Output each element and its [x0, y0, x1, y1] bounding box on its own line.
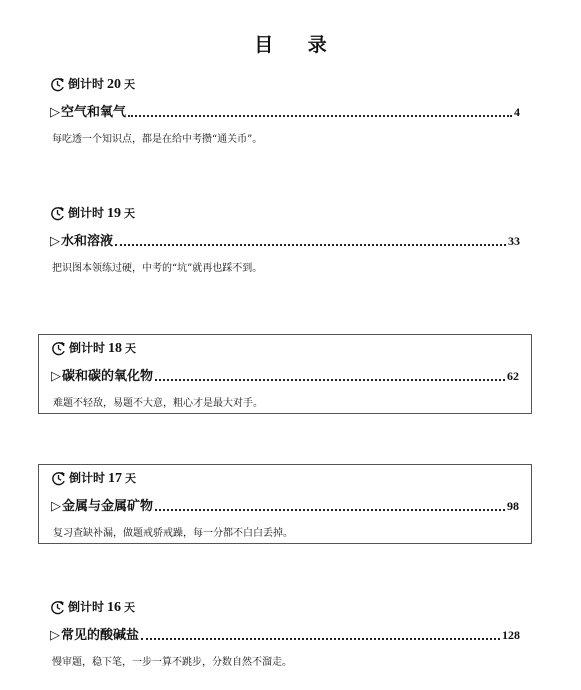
section-day-20 [38, 71, 532, 151]
page-number: 62 [507, 369, 519, 383]
page-number: 128 [502, 628, 520, 642]
toc-entry[interactable] [51, 366, 519, 384]
countdown-label: 倒计时 [68, 77, 105, 91]
arrow-right-icon: ▷ [51, 369, 61, 384]
chapter-title: 空气和氧气 [61, 105, 127, 120]
clock-icon [50, 77, 65, 92]
arrow-right-icon: ▷ [50, 105, 60, 120]
countdown-unit: 天 [124, 207, 136, 220]
clock-icon [51, 471, 66, 486]
dot-leader [155, 509, 505, 511]
countdown-label: 倒计时 [69, 341, 106, 355]
section-day-18 [38, 334, 532, 414]
page-title: 目 录 [254, 34, 341, 56]
clock-icon [50, 206, 65, 221]
motto-text: 慢审题，稳下笔，一步一算不跳步，分数自然不溜走。 [52, 657, 292, 668]
chapter-title: 常见的酸碱盐 [61, 628, 140, 643]
motto-text: 每吃透一个知识点，都是在给中考攒“通关币”。 [52, 134, 263, 145]
countdown-unit: 天 [124, 78, 136, 91]
chapter-title: 水和溶液 [61, 234, 114, 249]
countdown-label: 倒计时 [68, 206, 105, 220]
countdown-number: 19 [107, 206, 122, 221]
arrow-right-icon: ▷ [50, 628, 60, 643]
chapter-title: 金属与金属矿物 [62, 499, 154, 514]
clock-icon [50, 600, 65, 615]
dot-leader [128, 115, 512, 117]
countdown-header [51, 339, 136, 357]
motto-text: 复习查缺补漏，做题戒骄戒躁，每一分都不白白丢掉。 [53, 528, 293, 539]
dot-leader [155, 379, 505, 381]
countdown-number: 16 [107, 600, 122, 615]
section-day-19 [38, 200, 532, 280]
toc-entry[interactable] [50, 102, 520, 120]
countdown-number: 18 [108, 341, 123, 356]
countdown-label: 倒计时 [69, 471, 106, 485]
toc-entry[interactable] [50, 231, 520, 249]
clock-icon [51, 341, 66, 356]
toc-entry[interactable] [50, 625, 520, 643]
toc-entry[interactable] [51, 496, 519, 514]
countdown-header [50, 204, 135, 222]
countdown-header [51, 469, 136, 487]
page-number: 98 [507, 499, 519, 513]
section-day-16 [38, 594, 532, 674]
motto-text: 把识图本领练过硬，中考的“坑”就再也踩不到。 [52, 263, 263, 274]
countdown-header [50, 75, 135, 93]
countdown-unit: 天 [125, 342, 137, 355]
arrow-right-icon: ▷ [50, 234, 60, 249]
countdown-unit: 天 [125, 472, 137, 485]
countdown-label: 倒计时 [68, 600, 105, 614]
countdown-unit: 天 [124, 601, 136, 614]
motto-text: 难题不轻敌，易题不大意，粗心才是最大对手。 [53, 398, 263, 409]
countdown-number: 20 [107, 77, 122, 92]
section-day-17 [38, 464, 532, 544]
page-number: 33 [508, 234, 520, 248]
dot-leader [141, 638, 500, 640]
dot-leader [115, 244, 506, 246]
countdown-header [50, 598, 135, 616]
page-number: 4 [514, 105, 520, 119]
chapter-title: 碳和碳的氧化物 [62, 369, 154, 384]
arrow-right-icon: ▷ [51, 499, 61, 514]
countdown-number: 17 [108, 471, 123, 486]
